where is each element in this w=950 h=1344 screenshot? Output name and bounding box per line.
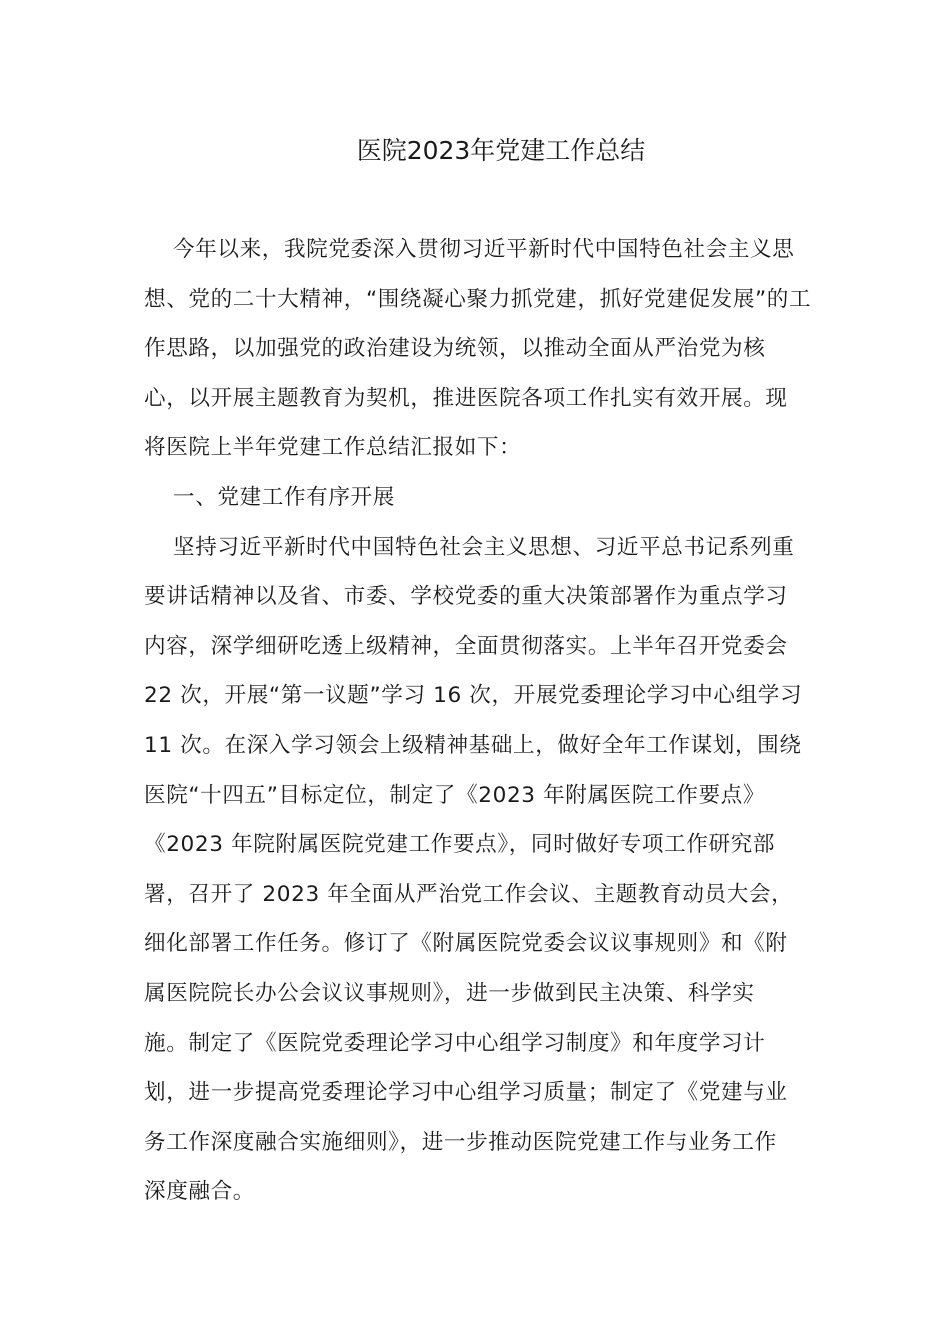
paragraph-line: 《2023 年院附属医院党建工作要点》，同时做好专项工作研究部 xyxy=(144,832,776,858)
paragraph-line: 想、党的二十大精神，“围绕凝心聚力抓党建，抓好党建促发展”的工 xyxy=(144,286,812,312)
document-title: 医院2023年党建工作总结 xyxy=(356,136,646,165)
paragraph-line: 深度融合。 xyxy=(144,1179,255,1205)
paragraph-line: 要讲话精神以及省、市委、学校党委的重大决策部署作为重点学习 xyxy=(144,584,788,610)
paragraph-line: 细化部署工作任务。修订了《附属医院党委会议议事规则》和《附 xyxy=(144,931,788,957)
paragraph-line: 11 次。在深入学习领会上级精神基础上，做好全年工作谋划，围绕 xyxy=(144,732,802,758)
paragraph-line: 22 次，开展“第一议题”学习 16 次，开展党委理论学习中心组学习 xyxy=(144,683,803,709)
paragraph-line: 今年以来，我院党委深入贯彻习近平新时代中国特色社会主义思 xyxy=(173,237,795,262)
paragraph-line: 坚持习近平新时代中国特色社会主义思想、习近平总书记系列重 xyxy=(173,534,795,560)
paragraph-line: 署，召开了 2023 年全面从严治党工作会议、主题教育动员大会， xyxy=(144,881,794,907)
paragraph-line: 划，进一步提高党委理论学习中心组学习质量；制定了《党建与业 xyxy=(144,1080,788,1106)
paragraph-line: 属医院院长办公会议议事规则》，进一步做到民主决策、科学实 xyxy=(144,980,755,1006)
paragraph-line: 医院“十四五”目标定位，制定了《2023 年附属医院工作要点》 xyxy=(144,782,766,808)
section-heading-text: 一、党建工作有序开展 xyxy=(173,484,395,510)
paragraph-line: 内容，深学细研吃透上级精神，全面贯彻落实。上半年召开党委会 xyxy=(144,633,788,659)
paragraph-intro xyxy=(144,225,812,473)
document-body xyxy=(144,225,812,1217)
section-heading xyxy=(144,473,808,523)
paragraph-line: 将医院上半年党建工作总结汇报如下： xyxy=(144,435,522,461)
paragraph-section-one xyxy=(144,523,808,1217)
paragraph-line: 心，以开展主题教育为契机，推进医院各项工作扎实有效开展。现 xyxy=(144,385,788,411)
paragraph-line: 作思路，以加强党的政治建设为统领，以推动全面从严治党为核 xyxy=(144,336,766,362)
paragraph-line: 务工作深度融合实施细则》，进一步推动医院党建工作与业务工作 xyxy=(144,1129,777,1155)
paragraph-line: 施。制定了《医院党委理论学习中心组学习制度》和年度学习计 xyxy=(144,1030,766,1056)
